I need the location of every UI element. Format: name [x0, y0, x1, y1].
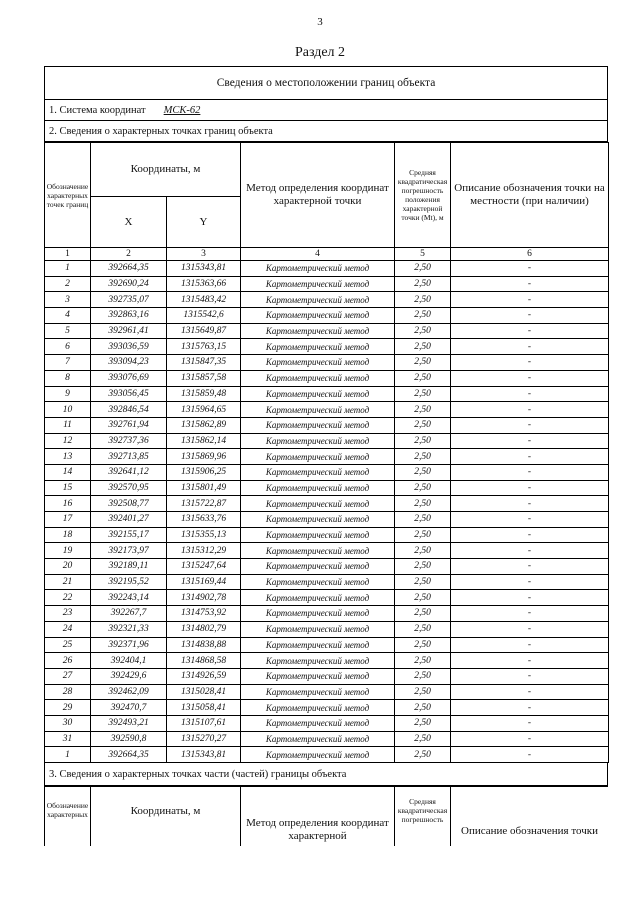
table-row [45, 527, 609, 543]
cell-mt: 2,50 [395, 355, 451, 371]
cell-id: 2 [45, 276, 91, 292]
cell-mt: 2,50 [395, 339, 451, 355]
cell-desc: - [451, 731, 609, 747]
cell-y: 1315869,96 [167, 449, 241, 465]
cell-mt: 2,50 [395, 590, 451, 606]
parts-table [44, 786, 608, 846]
table-row [45, 308, 609, 324]
cell-y: 1315649,87 [167, 323, 241, 339]
cell-y: 1315906,25 [167, 464, 241, 480]
coord-system-row [45, 100, 607, 121]
cell-id: 16 [45, 496, 91, 512]
cell-method: Картометрический метод [241, 700, 395, 716]
cell-method: Картометрический метод [241, 386, 395, 402]
table-row [45, 386, 609, 402]
cell-mt: 2,50 [395, 464, 451, 480]
cell-id: 13 [45, 449, 91, 465]
cell-y: 1315169,44 [167, 574, 241, 590]
cell-y: 1315107,61 [167, 715, 241, 731]
column-number: 6 [451, 248, 609, 261]
cell-x: 392570,95 [91, 480, 167, 496]
cell-mt: 2,50 [395, 480, 451, 496]
cell-method: Картометрический метод [241, 433, 395, 449]
cell-id: 14 [45, 464, 91, 480]
table-row [45, 433, 609, 449]
cell-x: 392761,94 [91, 417, 167, 433]
cell-id: 25 [45, 637, 91, 653]
cell-id: 4 [45, 308, 91, 324]
parts-header-accuracy: Средняя квадратическая погрешность [395, 787, 451, 847]
table-row [45, 606, 609, 622]
cell-mt: 2,50 [395, 653, 451, 669]
cell-method: Картометрический метод [241, 417, 395, 433]
cell-y: 1315312,29 [167, 543, 241, 559]
table-row [45, 417, 609, 433]
cell-mt: 2,50 [395, 417, 451, 433]
cell-x: 392664,35 [91, 261, 167, 277]
cell-id: 26 [45, 653, 91, 669]
cell-id: 8 [45, 370, 91, 386]
cell-y: 1314926,59 [167, 668, 241, 684]
cell-desc: - [451, 370, 609, 386]
cell-id: 1 [45, 747, 91, 763]
table-row [45, 715, 609, 731]
cell-y: 1315862,89 [167, 417, 241, 433]
cell-desc: - [451, 715, 609, 731]
cell-y: 1315483,42 [167, 292, 241, 308]
cell-mt: 2,50 [395, 370, 451, 386]
cell-mt: 2,50 [395, 496, 451, 512]
section-title: Раздел 2 [294, 45, 346, 60]
coord-system-value: МСК-62 [163, 104, 201, 116]
cell-y: 1315859,48 [167, 386, 241, 402]
cell-desc: - [451, 543, 609, 559]
cell-method: Картометрический метод [241, 370, 395, 386]
cell-x: 393076,69 [91, 370, 167, 386]
table-row [45, 512, 609, 528]
header-y: Y [167, 197, 241, 248]
cell-x: 393036,59 [91, 339, 167, 355]
cell-method: Картометрический метод [241, 308, 395, 324]
column-number: 5 [395, 248, 451, 261]
cell-x: 392664,35 [91, 747, 167, 763]
cell-x: 392404,1 [91, 653, 167, 669]
cell-x: 392508,77 [91, 496, 167, 512]
cell-id: 24 [45, 621, 91, 637]
table-row [45, 449, 609, 465]
header-point-id: Обозначение характерных точек границ [45, 143, 91, 248]
cell-x: 392173,97 [91, 543, 167, 559]
cell-mt: 2,50 [395, 731, 451, 747]
cell-id: 7 [45, 355, 91, 371]
cell-y: 1314753,92 [167, 606, 241, 622]
table-row [45, 339, 609, 355]
cell-mt: 2,50 [395, 308, 451, 324]
cell-desc: - [451, 433, 609, 449]
table-row [45, 261, 609, 277]
table-row [45, 637, 609, 653]
cell-y: 1315247,64 [167, 559, 241, 575]
table-row [45, 402, 609, 418]
points-caption: 2. Сведения о характерных точках границ объекта [45, 121, 607, 142]
header-x: X [91, 197, 167, 248]
cell-mt: 2,50 [395, 637, 451, 653]
boundary-document [44, 66, 608, 846]
cell-x: 392470,7 [91, 700, 167, 716]
cell-method: Картометрический метод [241, 323, 395, 339]
cell-mt: 2,50 [395, 684, 451, 700]
cell-y: 1315270,27 [167, 731, 241, 747]
cell-method: Картометрический метод [241, 512, 395, 528]
cell-desc: - [451, 700, 609, 716]
cell-id: 23 [45, 606, 91, 622]
parts-header-method: Метод определения координат характерной [241, 787, 395, 847]
table-row [45, 700, 609, 716]
page-number: 3 [317, 16, 323, 28]
cell-mt: 2,50 [395, 559, 451, 575]
cell-method: Картометрический метод [241, 527, 395, 543]
cell-desc: - [451, 496, 609, 512]
table-row [45, 574, 609, 590]
cell-y: 1314838,88 [167, 637, 241, 653]
table-row [45, 355, 609, 371]
table-row [45, 323, 609, 339]
cell-desc: - [451, 747, 609, 763]
cell-desc: - [451, 684, 609, 700]
cell-mt: 2,50 [395, 449, 451, 465]
cell-method: Картометрический метод [241, 715, 395, 731]
cell-id: 10 [45, 402, 91, 418]
cell-x: 392735,07 [91, 292, 167, 308]
cell-x: 392243,14 [91, 590, 167, 606]
cell-desc: - [451, 417, 609, 433]
cell-mt: 2,50 [395, 574, 451, 590]
cell-x: 392371,96 [91, 637, 167, 653]
table-row [45, 543, 609, 559]
cell-desc: - [451, 574, 609, 590]
cell-desc: - [451, 668, 609, 684]
table-row [45, 668, 609, 684]
cell-desc: - [451, 261, 609, 277]
cell-method: Картометрический метод [241, 261, 395, 277]
cell-method: Картометрический метод [241, 606, 395, 622]
cell-id: 28 [45, 684, 91, 700]
cell-x: 392321,33 [91, 621, 167, 637]
cell-desc: - [451, 402, 609, 418]
cell-mt: 2,50 [395, 700, 451, 716]
cell-y: 1315964,65 [167, 402, 241, 418]
cell-id: 9 [45, 386, 91, 402]
cell-mt: 2,50 [395, 543, 451, 559]
cell-method: Картометрический метод [241, 637, 395, 653]
cell-y: 1315542,6 [167, 308, 241, 324]
cell-desc: - [451, 464, 609, 480]
cell-method: Картометрический метод [241, 355, 395, 371]
points-table [44, 142, 609, 763]
cell-mt: 2,50 [395, 433, 451, 449]
cell-desc: - [451, 292, 609, 308]
cell-method: Картометрический метод [241, 590, 395, 606]
cell-desc: - [451, 355, 609, 371]
cell-y: 1314802,79 [167, 621, 241, 637]
table-row [45, 747, 609, 763]
cell-desc: - [451, 559, 609, 575]
cell-x: 392429,6 [91, 668, 167, 684]
cell-id: 21 [45, 574, 91, 590]
cell-id: 3 [45, 292, 91, 308]
cell-desc: - [451, 308, 609, 324]
table-row [45, 276, 609, 292]
table-row [45, 621, 609, 637]
header-accuracy: Средняя квадратическая погрешность положения характерной точки (Mt), м [395, 143, 451, 248]
header-coordinates: Координаты, м [91, 143, 241, 197]
cell-method: Картометрический метод [241, 621, 395, 637]
cell-desc: - [451, 339, 609, 355]
cell-method: Картометрический метод [241, 574, 395, 590]
cell-desc: - [451, 323, 609, 339]
cell-method: Картометрический метод [241, 496, 395, 512]
column-number-row [45, 248, 609, 261]
cell-method: Картометрический метод [241, 747, 395, 763]
cell-method: Картометрический метод [241, 684, 395, 700]
cell-x: 392641,12 [91, 464, 167, 480]
table-row [45, 370, 609, 386]
cell-method: Картометрический метод [241, 559, 395, 575]
column-number: 3 [167, 248, 241, 261]
cell-mt: 2,50 [395, 606, 451, 622]
cell-id: 12 [45, 433, 91, 449]
cell-mt: 2,50 [395, 261, 451, 277]
cell-desc: - [451, 637, 609, 653]
boundary-info-box [44, 66, 608, 142]
table-title: Сведения о местоположении границ объекта [45, 67, 607, 100]
cell-method: Картометрический метод [241, 653, 395, 669]
cell-mt: 2,50 [395, 527, 451, 543]
cell-method: Картометрический метод [241, 668, 395, 684]
cell-id: 6 [45, 339, 91, 355]
cell-mt: 2,50 [395, 292, 451, 308]
cell-mt: 2,50 [395, 747, 451, 763]
table-row [45, 292, 609, 308]
cell-desc: - [451, 653, 609, 669]
cell-mt: 2,50 [395, 512, 451, 528]
cell-x: 392690,24 [91, 276, 167, 292]
parts-box [44, 763, 608, 786]
table-row [45, 480, 609, 496]
cell-method: Картометрический метод [241, 543, 395, 559]
column-number: 4 [241, 248, 395, 261]
cell-x: 392590,8 [91, 731, 167, 747]
cell-y: 1315633,76 [167, 512, 241, 528]
cell-id: 11 [45, 417, 91, 433]
column-number: 1 [45, 248, 91, 261]
cell-id: 22 [45, 590, 91, 606]
cell-y: 1315763,15 [167, 339, 241, 355]
table-row [45, 559, 609, 575]
cell-desc: - [451, 512, 609, 528]
cell-y: 1315343,81 [167, 747, 241, 763]
header-method: Метод определения координат характерной точки [241, 143, 395, 248]
cell-x: 392401,27 [91, 512, 167, 528]
points-rows [45, 261, 609, 763]
cell-y: 1315355,13 [167, 527, 241, 543]
cell-x: 392713,85 [91, 449, 167, 465]
cell-desc: - [451, 621, 609, 637]
column-number: 2 [91, 248, 167, 261]
cell-x: 393094,23 [91, 355, 167, 371]
cell-x: 392189,11 [91, 559, 167, 575]
table-row [45, 496, 609, 512]
table-row [45, 590, 609, 606]
cell-desc: - [451, 276, 609, 292]
cell-method: Картометрический метод [241, 480, 395, 496]
cell-id: 5 [45, 323, 91, 339]
table-row [45, 653, 609, 669]
cell-id: 15 [45, 480, 91, 496]
cell-x: 392195,52 [91, 574, 167, 590]
parts-table-clip [44, 786, 608, 846]
cell-id: 30 [45, 715, 91, 731]
cell-y: 1315801,49 [167, 480, 241, 496]
cell-y: 1315857,58 [167, 370, 241, 386]
cell-id: 31 [45, 731, 91, 747]
cell-mt: 2,50 [395, 715, 451, 731]
cell-desc: - [451, 527, 609, 543]
cell-mt: 2,50 [395, 668, 451, 684]
cell-method: Картометрический метод [241, 276, 395, 292]
cell-mt: 2,50 [395, 621, 451, 637]
table-row [45, 684, 609, 700]
parts-header-description: Описание обозначения точки [451, 787, 609, 847]
cell-id: 1 [45, 261, 91, 277]
cell-id: 18 [45, 527, 91, 543]
cell-x: 392267,7 [91, 606, 167, 622]
table-row [45, 464, 609, 480]
table-row [45, 731, 609, 747]
cell-y: 1315343,81 [167, 261, 241, 277]
cell-id: 20 [45, 559, 91, 575]
parts-header-point-id: Обозначение характерных [45, 787, 91, 847]
cell-x: 392846,54 [91, 402, 167, 418]
coord-system-label: 1. Система координат [49, 104, 146, 116]
cell-id: 17 [45, 512, 91, 528]
cell-method: Картометрический метод [241, 731, 395, 747]
cell-mt: 2,50 [395, 323, 451, 339]
cell-y: 1315058,41 [167, 700, 241, 716]
cell-x: 392155,17 [91, 527, 167, 543]
cell-y: 1315862,14 [167, 433, 241, 449]
cell-y: 1314868,58 [167, 653, 241, 669]
parts-caption: 3. Сведения о характерных точках части (частей) границы объекта [45, 763, 607, 786]
cell-method: Картометрический метод [241, 339, 395, 355]
cell-y: 1315722,87 [167, 496, 241, 512]
cell-x: 392737,36 [91, 433, 167, 449]
cell-mt: 2,50 [395, 276, 451, 292]
cell-y: 1314902,78 [167, 590, 241, 606]
cell-id: 29 [45, 700, 91, 716]
cell-desc: - [451, 449, 609, 465]
cell-mt: 2,50 [395, 402, 451, 418]
cell-method: Картометрический метод [241, 292, 395, 308]
cell-id: 27 [45, 668, 91, 684]
cell-method: Картометрический метод [241, 449, 395, 465]
cell-y: 1315847,35 [167, 355, 241, 371]
cell-desc: - [451, 480, 609, 496]
cell-y: 1315028,41 [167, 684, 241, 700]
cell-x: 392462,09 [91, 684, 167, 700]
cell-desc: - [451, 606, 609, 622]
parts-header-coordinates: Координаты, м [91, 787, 241, 847]
cell-y: 1315363,66 [167, 276, 241, 292]
cell-x: 392863,16 [91, 308, 167, 324]
cell-mt: 2,50 [395, 386, 451, 402]
cell-desc: - [451, 386, 609, 402]
cell-desc: - [451, 590, 609, 606]
cell-method: Картометрический метод [241, 464, 395, 480]
cell-id: 19 [45, 543, 91, 559]
header-description: Описание обозначения точки на местности (при наличии) [451, 143, 609, 248]
cell-x: 392493,21 [91, 715, 167, 731]
cell-x: 393056,45 [91, 386, 167, 402]
cell-method: Картометрический метод [241, 402, 395, 418]
cell-x: 392961,41 [91, 323, 167, 339]
